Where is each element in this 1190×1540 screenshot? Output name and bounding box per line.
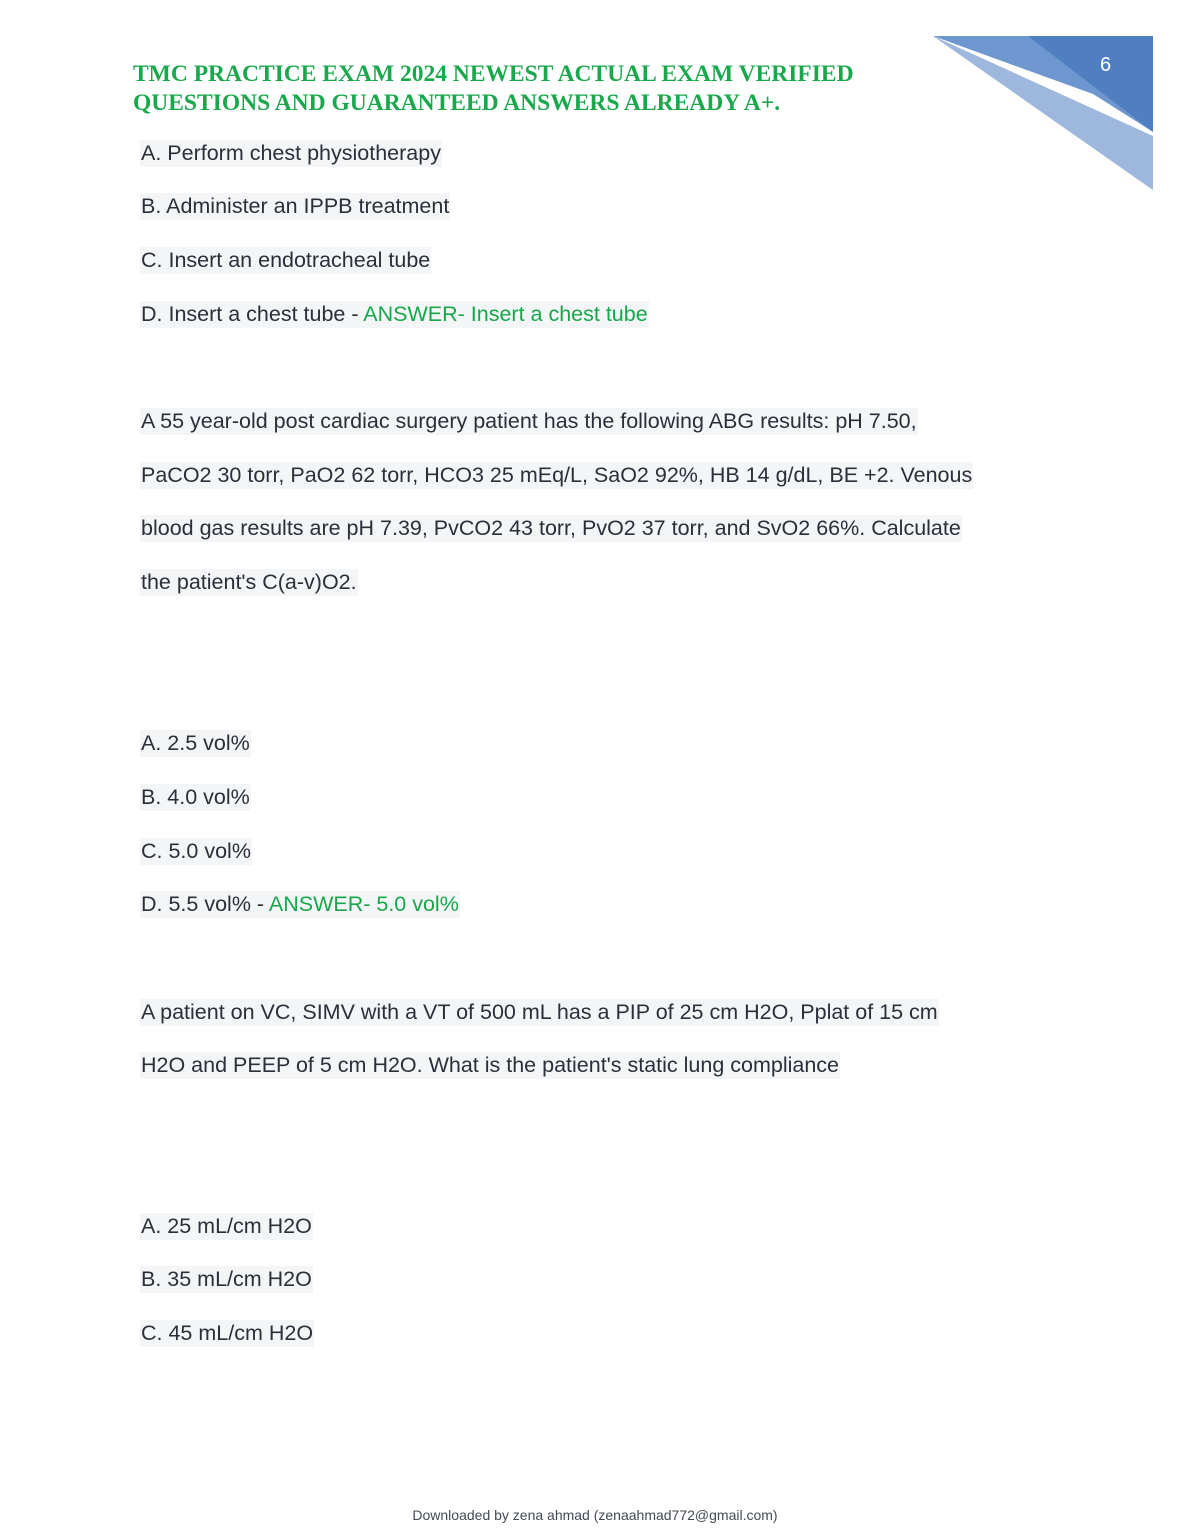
q3-option-c: C. 45 mL/cm H2O — [141, 1321, 314, 1345]
q3-option-a: A. 25 mL/cm H2O — [141, 1214, 312, 1238]
q1-option-c: C. Insert an endotracheal tube — [141, 248, 431, 272]
q2-stem-line-4: the patient's C(a-v)O2. — [141, 570, 357, 594]
q2-stem-line-2: PaCO2 30 torr, PaO2 62 torr, HCO3 25 mEq/L, SaO2 92%, HB 14 g/dL, BE +2. Venous — [141, 463, 973, 487]
q2-stem-line-1: A 55 year-old post cardiac surgery patient has the following ABG results: pH 7.50, — [141, 409, 917, 433]
q3-option-b: B. 35 mL/cm H2O — [141, 1267, 312, 1291]
download-footer: Downloaded by zena ahmad (zenaahmad772@gmail.com) — [412, 1507, 778, 1523]
title-line-1: TMC PRACTICE EXAM 2024 NEWEST ACTUAL EXAM VERIFIED — [133, 61, 854, 87]
q3-stem-line-2: H2O and PEEP of 5 cm H2O. What is the patient's static lung compliance — [141, 1053, 840, 1077]
q1-option-d-text: D. Insert a chest tube - — [141, 302, 364, 326]
q1-option-b: B. Administer an IPPB treatment — [141, 194, 450, 218]
q2-option-d-text: D. 5.5 vol% - — [141, 892, 269, 916]
q3-stem-line-1: A patient on VC, SIMV with a VT of 500 mL has a PIP of 25 cm H2O, Pplat of 15 cm — [141, 1000, 938, 1024]
q2-answer: ANSWER- 5.0 vol% — [268, 892, 459, 916]
q2-option-b: B. 4.0 vol% — [141, 785, 250, 809]
q2-option-d — [140, 891, 460, 918]
q2-stem-line-3: blood gas results are pH 7.39, PvCO2 43 torr, PvO2 37 torr, and SvO2 66%. Calculate — [141, 516, 961, 540]
q2-option-c: C. 5.0 vol% — [141, 839, 251, 863]
page-number: 6 — [1100, 54, 1112, 76]
document-title — [133, 60, 973, 118]
q1-option-a: A. Perform chest physiotherapy — [141, 141, 441, 165]
title-line-2: QUESTIONS AND GUARANTEED ANSWERS ALREADY A+. — [133, 90, 781, 116]
q2-option-a: A. 2.5 vol% — [141, 731, 250, 755]
q1-option-d — [140, 301, 649, 328]
q1-answer: ANSWER- Insert a chest tube — [363, 302, 648, 326]
